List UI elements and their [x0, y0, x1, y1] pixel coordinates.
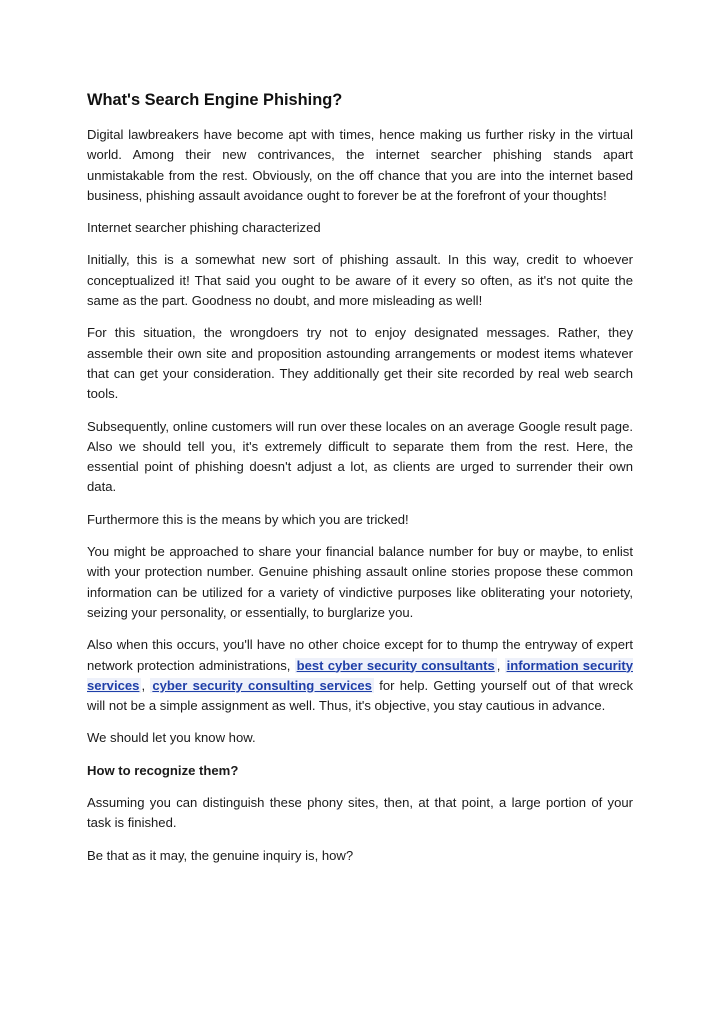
paragraph-genuine-inquiry: Be that as it may, the genuine inquiry is, how? — [87, 847, 354, 863]
link-information-security-services[interactable]: information security services — [87, 657, 633, 693]
paragraph-characterized: Internet searcher phishing characterized — [87, 220, 321, 236]
link-separator: , — [141, 677, 151, 693]
paragraph-with-links — [87, 635, 633, 716]
link-best-cyber-security-consultants[interactable]: best cyber security consultants — [296, 657, 495, 673]
document-body — [87, 88, 633, 878]
link-separator: , — [496, 657, 505, 673]
paragraph-distinguish: Assuming you can distinguish these phony sites, then, at that point, a large portion of your task is finished. — [87, 795, 633, 831]
link-paragraph-before: Also when this occurs, you'll have no other choice except for to thump the entryway of expert network protection administrations, — [87, 637, 633, 673]
paragraph-let-you-know: We should let you know how. — [87, 730, 256, 746]
subheading-recognize: How to recognize them? — [87, 762, 239, 778]
paragraph-intro: Digital lawbreakers have become apt with times, hence making us further risky in the virtual world. Among their new contrivances, the internet searcher phishing stands apart unmistakable from the rest. Obviously, on the off chance that you are into the internet based business, phishing assault avoidance ought to forever be at the forefront of your thoughts! — [87, 127, 633, 203]
link-cyber-security-consulting-services[interactable]: cyber security consulting services — [152, 677, 372, 693]
paragraph-approached: You might be approached to share your financial balance number for buy or maybe, to enlist with your protection number. Genuine phishing assault online stories propose these common information can be utilized for a variety of vindictive purposes like obliterating your notoriety, seizing your personality, or essentially, to burglarize you. — [87, 544, 633, 620]
paragraph-initially: Initially, this is a somewhat new sort of phishing assault. In this way, credit to whoever conceptualized it! That said you ought to be aware of it every so often, as it's not quite the same as the part. Goodness no doubt, and more misleading as well! — [87, 252, 633, 309]
link-paragraph-after: for help. Getting yourself out of that wreck will not be a simple assignment as well. Thus, it's objective, you stay cautious in advance. — [87, 677, 633, 714]
paragraph-subsequently: Subsequently, online customers will run over these locales on an average Google result page. Also we should tell you, it's extremely difficult to separate them from the rest. Here, the essential point of phishing doesn't adjust a lot, as clients are urged to surrender their own data. — [87, 418, 633, 495]
page-title: What's Search Engine Phishing? — [87, 91, 343, 109]
paragraph-tricked: Furthermore this is the means by which you are tricked! — [87, 511, 409, 527]
paragraph-situation: For this situation, the wrongdoers try not to enjoy designated messages. Rather, they assemble their own site and proposition astounding arrangements or modest items whatever that can get your consideration. They additionally get their site recorded by real web search tools. — [87, 325, 633, 402]
